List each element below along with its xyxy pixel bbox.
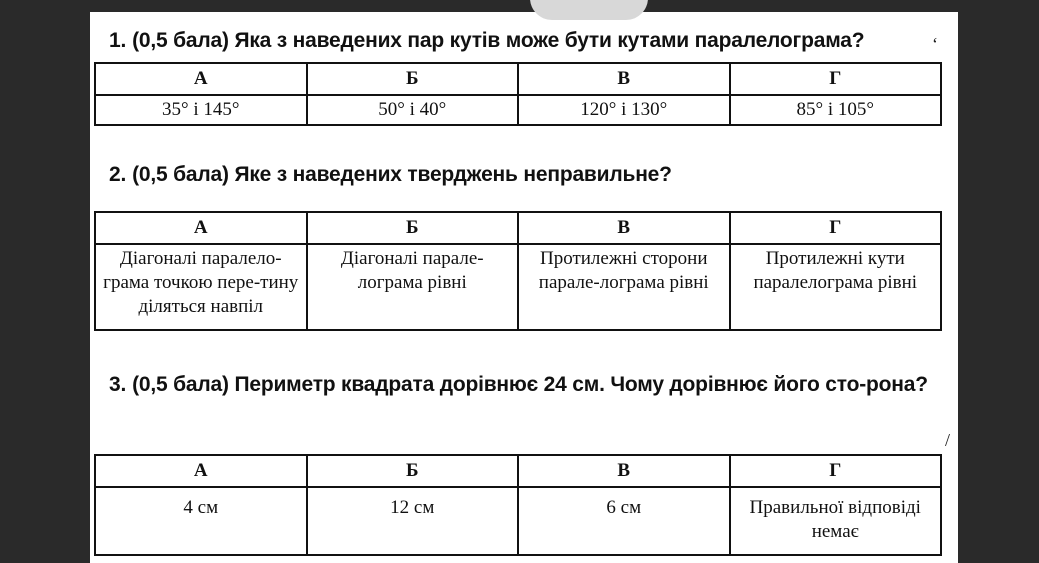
option-b[interactable]: 50° і 40° (307, 95, 519, 125)
option-header-v: В (518, 212, 730, 244)
option-header-v: В (518, 455, 730, 487)
stray-mark: ‘ (932, 34, 938, 54)
option-header-a: А (95, 63, 307, 95)
question-3-number: 3. (109, 373, 127, 396)
option-header-b: Б (307, 455, 519, 487)
table-header-row (95, 63, 941, 95)
option-header-g: Г (730, 455, 942, 487)
question-2 (109, 160, 939, 189)
option-g[interactable]: 85° і 105° (730, 95, 942, 125)
option-b[interactable]: 12 см (307, 487, 519, 555)
option-a[interactable]: 35° і 145° (95, 95, 307, 125)
option-v[interactable]: 120° і 130° (518, 95, 730, 125)
scan-artifact (530, 0, 648, 20)
answer-table-1 (94, 62, 942, 126)
worksheet-page (90, 12, 958, 563)
question-1 (109, 26, 939, 55)
table-header-row (95, 212, 941, 244)
question-2-text: (0,5 бала) Яке з наведених тверджень неправильне? (132, 163, 672, 186)
option-header-v: В (518, 63, 730, 95)
answer-table-3 (94, 454, 942, 556)
option-v[interactable]: Протилежні сторони парале-лограма рівні (518, 244, 730, 330)
option-v[interactable]: 6 см (518, 487, 730, 555)
option-header-g: Г (730, 63, 942, 95)
table-header-row (95, 455, 941, 487)
option-header-b: Б (307, 212, 519, 244)
question-1-text: (0,5 бала) Яка з наведених пар кутів може бути кутами паралелограма? (132, 29, 865, 52)
answer-table-2 (94, 211, 942, 331)
question-1-number: 1. (109, 29, 127, 52)
option-g[interactable]: Протилежні кути паралелограма рівні (730, 244, 942, 330)
option-header-b: Б (307, 63, 519, 95)
question-3-text: (0,5 бала) Периметр квадрата дорівнює 24 см. Чому дорівнює його сто-рона? (132, 373, 928, 396)
table-answer-row (95, 95, 941, 125)
table-answer-row (95, 244, 941, 330)
option-header-a: А (95, 212, 307, 244)
option-a[interactable]: 4 см (95, 487, 307, 555)
stray-mark: / (945, 430, 951, 450)
table-answer-row (95, 487, 941, 555)
question-2-number: 2. (109, 163, 127, 186)
option-header-g: Г (730, 212, 942, 244)
question-3 (109, 370, 949, 399)
option-a[interactable]: Діагоналі паралело-грама точкою пере-тину діляться навпіл (95, 244, 307, 330)
option-header-a: А (95, 455, 307, 487)
option-b[interactable]: Діагоналі парале-лограма рівні (307, 244, 519, 330)
option-g[interactable]: Правильної відповіді немає (730, 487, 942, 555)
